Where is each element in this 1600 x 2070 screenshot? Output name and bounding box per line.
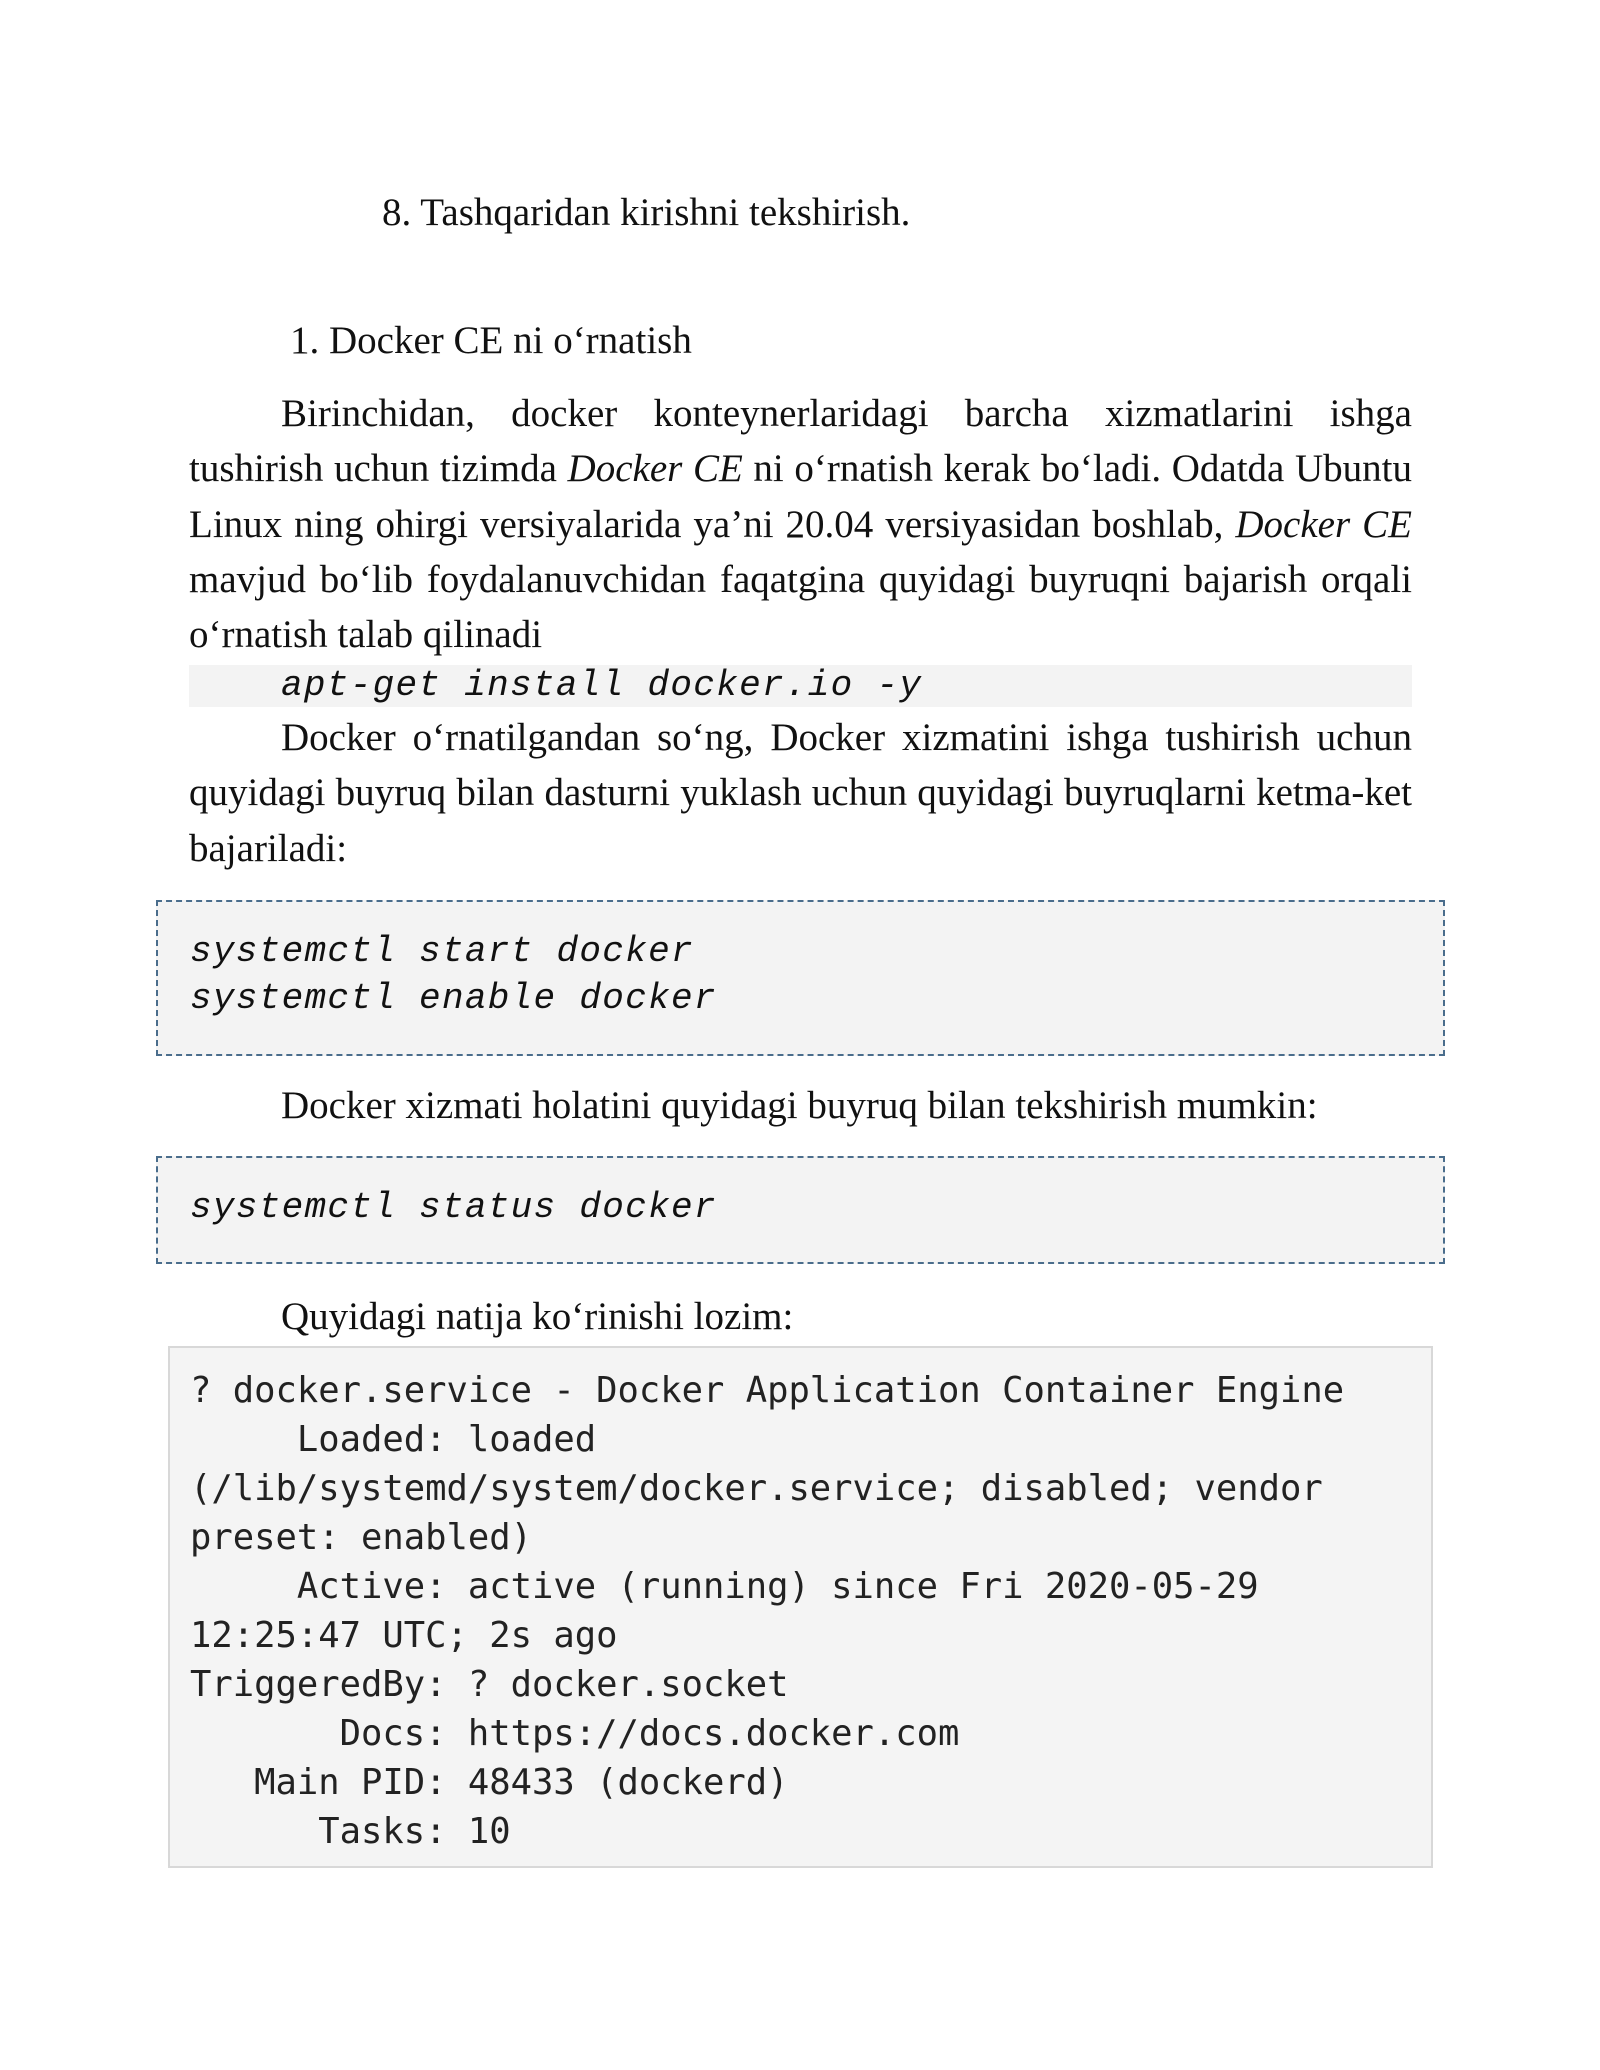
intro-text-part-1: Birinchidan, docker konteynerlaridagi barcha xizmatlarini ishga tushirish uchun tizimda [189,392,1412,491]
command-start-docker: systemctl start docker [190,931,694,972]
output-line: 12:25:47 UTC; 2s ago [190,1615,618,1656]
intro-emphasis-docker-ce-2: Docker CE [1235,502,1412,546]
status-command-block [156,1156,1445,1264]
section-heading-step-8: 8. Tashqaridan kirishni tekshirish. [382,191,911,234]
status-intro-text: Docker xizmati holatini quyidagi buyruq bilan tekshirish mumkin: [281,1084,1318,1127]
output-line: Main PID: 48433 (dockerd) [190,1762,789,1803]
output-line: Active: active (running) since Fri 2020-05-29 [190,1566,1259,1607]
start-service-text: Docker oʻrnatilgandan soʻng, Docker xizmatini ishga tushirish uchun quyidagi buyruq bilan dasturni yuklash uchun quyidagi buyruqlarni ketma-ket bajariladi: [189,716,1412,870]
output-line: Docs: https://docs.docker.com [190,1713,960,1754]
intro-text-part-2: ni oʻrnatish kerak boʻladi. Odatda Ubuntu Linux ning ohirgi versiyalarida yaʼni 20.04 versiyasidan boshlab, [189,447,1413,546]
output-line: preset: enabled) [190,1517,532,1558]
intro-paragraph [189,386,1412,662]
intro-text-part-3: mavjud boʻlib foydalanuvchidan faqatgina quyidagi buyruqni bajarish orqali oʻrnatish talab qilinadi [189,557,1412,657]
install-command-block [189,665,1412,707]
service-commands-block [156,900,1445,1056]
start-service-paragraph [189,710,1412,876]
intro-emphasis-docker-ce-1: Docker CE [567,447,743,491]
section-heading-step-1: 1. Docker CE ni oʻrnatish [290,319,692,362]
status-output-block [168,1346,1433,1868]
output-line: Tasks: 10 [190,1811,511,1852]
command-enable-docker: systemctl enable docker [190,978,717,1019]
output-line: TriggeredBy: ? docker.socket [190,1664,789,1705]
install-command: apt-get install docker.io -y [281,665,923,706]
output-line: ? docker.service - Docker Application Container Engine [190,1370,1345,1411]
result-intro-text: Quyidagi natija koʻrinishi lozim: [281,1295,794,1338]
output-line: (/lib/systemd/system/docker.service; disabled; vendor [190,1468,1323,1509]
command-status-docker: systemctl status docker [190,1187,717,1228]
output-line: Loaded: loaded [190,1419,597,1460]
